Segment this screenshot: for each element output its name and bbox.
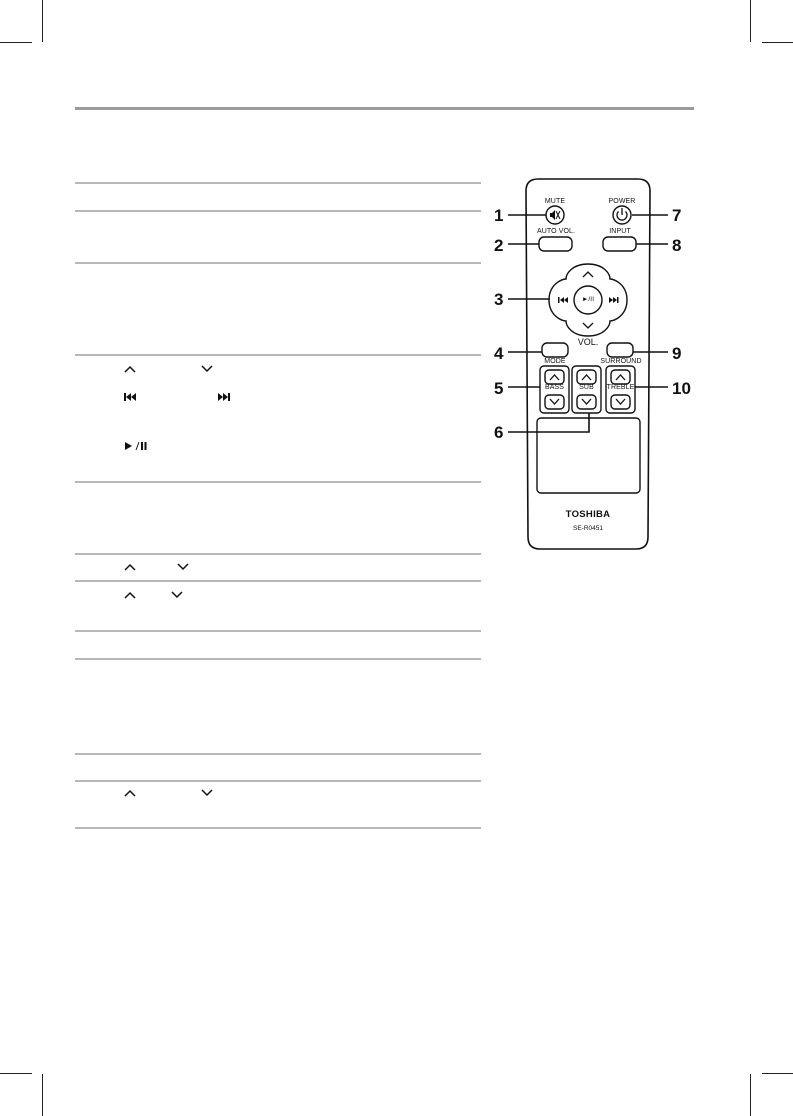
skip-forward-icon [216, 391, 232, 403]
table-rule [75, 753, 481, 755]
chevron-up-icon [122, 363, 138, 375]
chevron-down-icon [169, 589, 185, 601]
input-label: INPUT [609, 228, 631, 235]
callout-5: 5 [494, 379, 504, 398]
crop-mark [762, 42, 793, 43]
model-number: SE-R0451 [573, 525, 603, 532]
callout-2: 2 [494, 236, 504, 255]
play-pause-label: ►/II [581, 296, 595, 303]
surround-label: SURROUND [600, 358, 642, 365]
auto-vol-label: AUTO VOL. [536, 228, 576, 235]
crop-mark [762, 1073, 793, 1074]
treble-label: TREBLE [606, 384, 635, 391]
callout-7: 7 [672, 206, 682, 225]
table-rule [75, 580, 481, 582]
table-rule [75, 210, 481, 212]
skip-back-icon [122, 391, 138, 403]
chevron-up-icon [122, 589, 138, 601]
power-label: POWER [608, 198, 636, 205]
callout-4: 4 [494, 344, 504, 363]
chevron-up-icon [122, 561, 138, 573]
table-rule [75, 182, 481, 184]
bass-label: BASS [544, 384, 565, 391]
chevron-up-icon [122, 787, 138, 799]
crop-mark [750, 0, 751, 42]
table-rule [75, 481, 481, 483]
chevron-down-icon [175, 561, 191, 573]
table-rule [75, 780, 481, 782]
table-rule [75, 827, 481, 829]
chevron-down-icon [199, 363, 215, 375]
brand-logo-text: TOSHIBA [565, 509, 611, 520]
crop-mark [42, 0, 43, 42]
mode-label: MODE [544, 358, 566, 365]
crop-mark [42, 1074, 43, 1116]
header-rule [75, 107, 694, 110]
play-pause-icon [122, 440, 148, 452]
chevron-down-icon [199, 787, 215, 799]
crop-mark [0, 1073, 32, 1074]
crop-mark [0, 42, 32, 43]
table-rule [75, 553, 481, 555]
callout-8: 8 [672, 236, 682, 255]
mute-label: MUTE [544, 198, 566, 205]
callout-6: 6 [494, 423, 504, 442]
remote-control-illustration [520, 173, 655, 553]
table-rule [75, 262, 481, 264]
callout-3: 3 [494, 290, 504, 309]
table-rule [75, 630, 481, 632]
table-rule [75, 354, 481, 356]
table-rule [75, 658, 481, 660]
callout-10: 10 [672, 379, 691, 398]
callout-9: 9 [672, 344, 682, 363]
crop-mark [750, 1074, 751, 1116]
sub-label: SUB [579, 384, 594, 391]
callout-1: 1 [494, 206, 504, 225]
vol-label: VOL. [577, 337, 599, 347]
